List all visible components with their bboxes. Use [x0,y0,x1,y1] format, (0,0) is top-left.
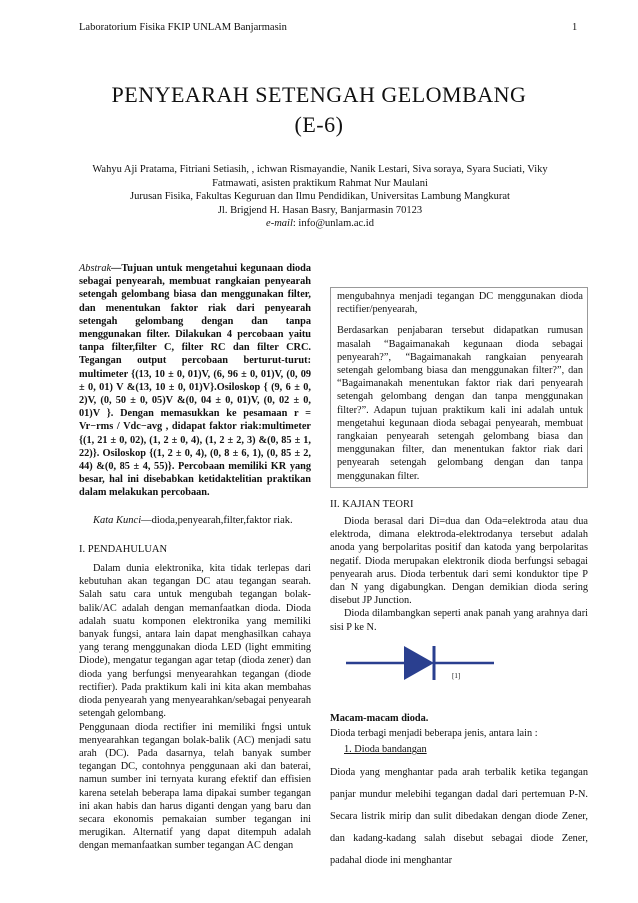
section-heading-theory: II. KAJIAN TEORI [330,498,414,510]
authors-line-1: Wahyu Aji Pratama, Fitriani Setiasih, , ichwan Rismayandie, Nanik Lestari, Siva soraya, Syara Suciati, Viky [92,164,548,175]
authors-line-2: Fatmawati, asisten praktikum Rahmat Nur Maulani [212,177,428,189]
theory-paragraph-3: Dioda yang menghantar pada arah terbalik ketika tegangan panjar mundur melebihi tegangan dadal dari pertemuan P-N. Secara listrik mirip dan sulit dibedakan dengan diode Zener, dan kadang-kadang salah disebut sebagai diode Zener, padahal diode ini menghantar [330,767,588,867]
intro-paragraph-1: Dalam dunia elektronika, kita tidak terlepas dari kebutuhan akan tegangan DC atau tegangan searah. Salah satu cara untuk mengubah tegangan bolak-balik/AC adalah dengan memanfaatkan dioda. Dioda adalah suatu komponen elektronika yang memiliki banyak fungsi, antara lain dapat menghasilkan cahaya yang terang menggunakan dioda LED (light emmiting Diode), mengatur tegangan agar tetap (dioda zener) dan dioda yang berfungsi menyearahkan tegangan (diode rectifier). Pada praktikum kali ini kita akan membahas dioda penyearah yang menyearahkan/sebagai penyearah setengah gelombang. [79,563,311,720]
email-line [60,217,580,231]
affiliation-line-2: Jl. Brigjend H. Hasan Basry, Banjarmasin 70123 [217,204,423,216]
right-paragraph-1: mengubahnya menjadi tegangan DC menggunakan dioda rectifier/penyearah, [337,291,583,316]
email-label: e-mail [266,218,293,229]
diode-types-intro: Dioda terbagi menjadi beberapa jenis, antara lain : [330,728,538,740]
abstract-label: Abstrak [79,263,112,274]
theory-paragraph-2: Dioda dilambangkan seperti anak panah yang arahnya dari sisi P ke N. [330,608,588,633]
paper-title: PENYEARAH SETENGAH GELOMBANG [111,82,527,107]
running-header: Laboratorium Fisika FKIP UNLAM Banjarmasin [79,22,287,33]
right-paragraph-2: Berdasarkan penjabaran tersebut didapatkan rumusan masalah “Bagaimanakah kegunaan dioda sebagai penyearah?”, “Bagaimanakah rangkaian penyearah setengah gelombang biasa dan menggunakan filter?”, dan “Bagaimanakah menentukan faktor riak dari penyearah setengah gelombang dengan dan tanpa menggunakan filter?”. Adapun tujuan praktikum kali ini adalah untuk mengetahui kegunaan dioda sebagai penyearah, membuat rangkaian penyearah setengah gelombang biasa dan menggunakan filter, dan menentukan faktor riak dari penyearah setengah gelombang dengan dan tanpa menggunakan filter. [337,325,583,482]
affiliation-line-1: Jurusan Fisika, Fakultas Keguruan dan Ilmu Pendidikan, Universitas Lambung Mangkurat [130,191,510,202]
keywords-text: —dioda,penyearah,filter,faktor riak. [141,514,293,526]
left-column [79,262,311,853]
figure-citation: [1] [452,671,461,680]
author-block [60,163,580,231]
abstract-text: —Tujuan untuk mengetahui kegunaan dioda sebagai penyearah, membuat rangkaian penyearah setengah gelombang biasa dan menggunakan filter, dan menentukan faktor riak dari penyearah setengah gelombang dengan dan tanpa menggunakan filter. Dilakukan 4 percobaan yaitu tanpa filter,filter C, filter RC dan filter CRC. Tegangan output percobaan berturut-turut: multimeter {(13, 10 ± 0, 01)V, (6, 96 ± 0, 01)V, (0, 09 ± 0, 01) V &(13, 10 ± 0, 01)V}.Osiloskop { (9, 6 ± 0, 2)V, (0, 50 ± 0, 05)V &(0, 04 ± 0, 01)V, (0, 02 ± 0, 01)V }. Dengan memasukkan ke pesamaan r = Vr−rms / Vdc−avg , didapat faktor riak:multimeter {(1, 21 ± 0, 02), (1, 2 ± 0, 4), (1, 2 ± 2, 3) &(0, 85 ± 1, 22)}. Osiloskop {(1, 2 ± 0, 4), (0, 8 ± 6, 1), (0, 85 ± 2, 44) &(0, 85 ± 4, 55)}. Percobaan memiliki KR yang besar, hal ini disebabkan ketidaktelitian praktikan dalam melakukan percobaan. [79,263,311,499]
intro-paragraph-2: Penggunaan dioda rectifier ini memiliki fngsi untuk menyearahkan tegangan bolak-balik (AC) menjadi satu arah (DC). Pada dasarnya, telah banyak sumber tegangan DC, contohnya penggunaan aki dan baterai, namun sumber ini ternyata kurang efektif dan effisien karena setelah beberapa lama dipakai sumber tegangan ini akan habis dan harus diganti dengan yang baru dan secara ekonomis pemakaian sumber tegangan ini merugikan. Alternatif yang dapat ditempuh adalah dengan memanfaatkan sumber tegangan AC dengan [79,721,311,852]
subsection-heading-diode-types: Macam-macam dioda. [330,712,429,724]
diode-figure [330,634,588,696]
email-address: : info@unlam.ac.id [292,218,374,229]
abstract [79,262,311,500]
theory-paragraph-1: Dioda berasal dari Di=dua dan Oda=elektroda atau dua elektroda, dimana elektroda-elektrodanya tersebut adalah anoda yang berpolaritas positif dan katoda yang berpolaritas negatif. Dioda merupakan elektronik dioda berfungsi sebagai penyearah arus. Dioda terbentuk dari semi konduktor tipe P dan N yang digabungkan. Dengan demikian dioda sering disebut JP Junction. [330,516,588,607]
list-item-avalanche-diode: 1. Dioda bandangan [344,744,427,756]
page-number: 1 [572,22,578,33]
continuation-box [330,287,588,488]
right-column [330,287,588,872]
paper-subtitle: (E-6) [294,112,344,137]
diode-symbol-icon [342,640,502,686]
section-heading-introduction: I. PENDAHULUAN [79,543,168,555]
keywords [79,514,311,527]
keywords-label: Kata Kunci [93,514,142,526]
